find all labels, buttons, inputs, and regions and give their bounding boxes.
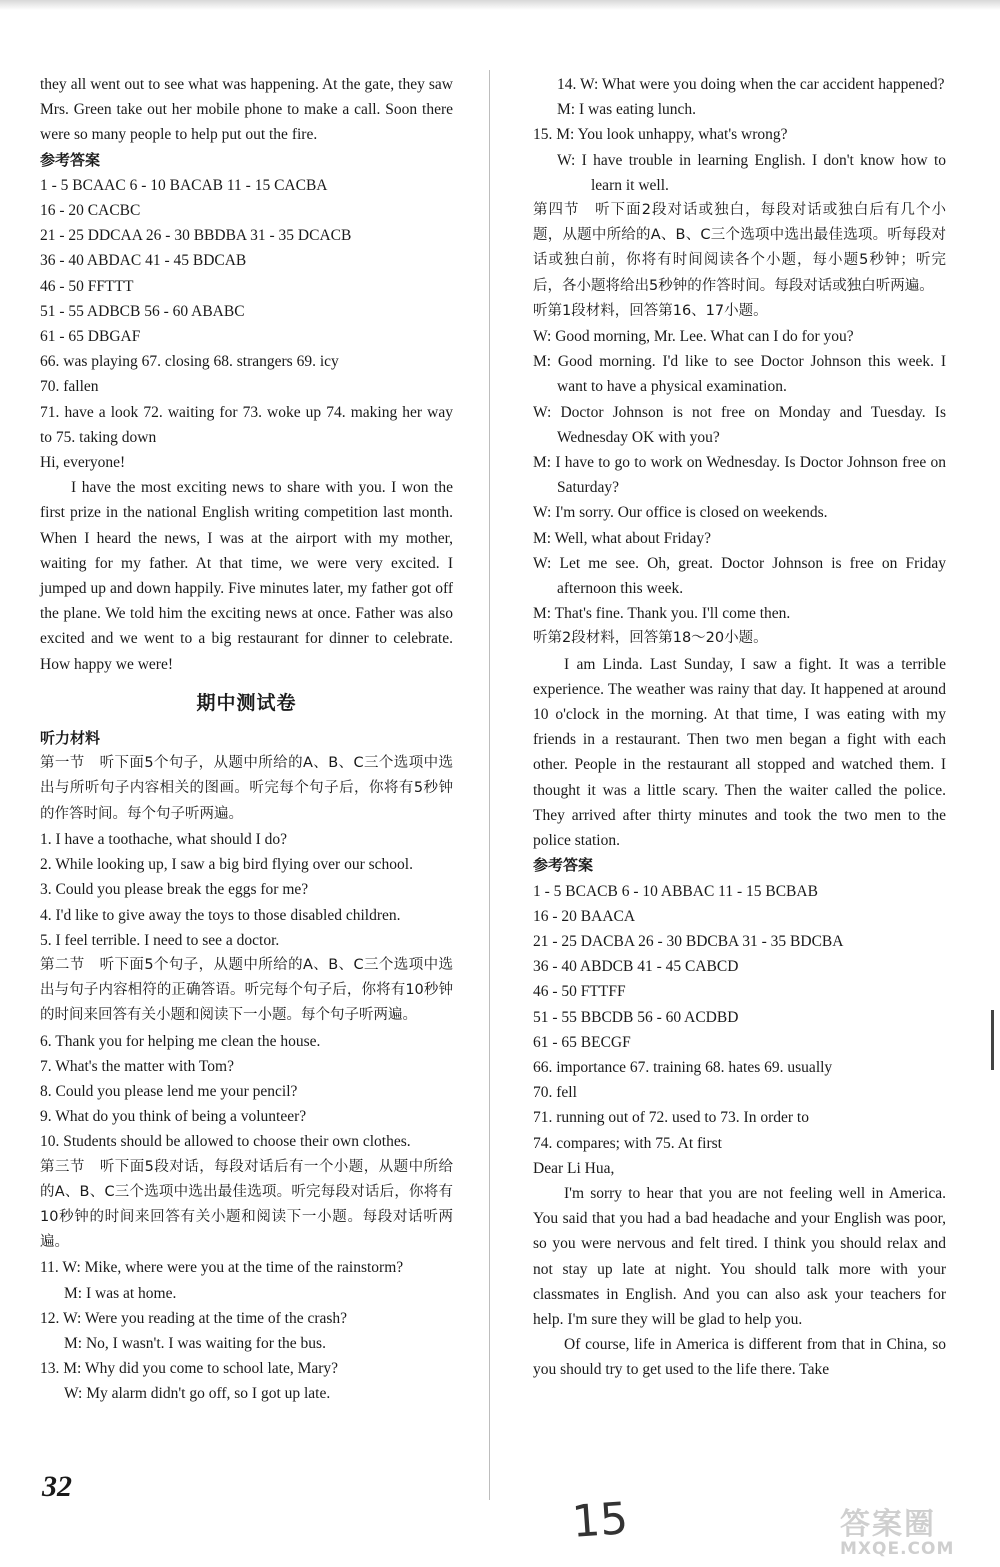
answer-line: 61 - 65 DBGAF [40, 328, 141, 346]
scan-edge-mark [991, 1010, 994, 1070]
passage1-heading: 听第1段材料，回答第16、17小题。 [533, 302, 768, 319]
dialogue-line: M: Well, what about Friday? [533, 529, 711, 547]
right-column [533, 72, 946, 1383]
dialogue-line: 12. W: Were you reading at the time of the crash? [40, 1309, 348, 1327]
column-divider [489, 70, 490, 1500]
page-number: 32 [42, 1470, 72, 1503]
dialogue-line: 13. M: Why did you come to school late, Mary? [40, 1360, 339, 1378]
part3-instructions: 第三节 听下面5段对话，每段对话后有一个小题，从题中所给的A、B、C三个选项中选出最佳选项。听完每段对话后，你将有10秒钟的时间来回答有关小题和阅读下一小题。每段对话听两遍。 [40, 1158, 453, 1251]
dialogue-line: M: I was at home. [64, 1284, 177, 1302]
right-answer-list [533, 879, 946, 1156]
listening-item: 9. What do you think of being a volunteer? [40, 1108, 307, 1126]
passage2-heading: 听第2段材料，回答第18～20小题。 [533, 630, 768, 647]
scan-top-edge [0, 0, 1000, 10]
listening-item: 3. Could you please break the eggs for me? [40, 881, 309, 899]
dialogue-line: W: Good morning, Mr. Lee. What can I do for you? [533, 328, 854, 346]
answer-line: 1 - 5 BCAAC 6 - 10 BACAB 11 - 15 CACBA [40, 176, 328, 194]
watermark-logo [840, 1499, 990, 1561]
dialogue-line: M: That's fine. Thank you. I'll come then. [533, 605, 791, 623]
right-answers-heading: 参考答案 [533, 856, 594, 875]
answer-line: 71. running out of 72. used to 73. In order to [533, 1109, 809, 1127]
dialogue-line: 15. M: You look unhappy, what's wrong? [533, 126, 788, 144]
answer-line: 51 - 55 ADBCB 56 - 60 ABABC [40, 302, 245, 320]
part4-instructions: 第四节 听下面2段对话或独白，每段对话或独白后有几个小题，从题中所给的A、B、C三个选项中选出最佳选项。听每段对话或独白前，你将有时间阅读各个小题，每小题5秒钟；听完后，各小题将给出5秒钟的作答时间。每段对话或独白听两遍。 [533, 202, 946, 294]
dialogue-line: W: Let me see. Oh, great. Doctor Johnson is free on Friday afternoon this week. [533, 554, 946, 598]
answer-line: 21 - 25 DACBA 26 - 30 BDCBA 31 - 35 BDCBA [533, 932, 844, 950]
answer-line: 46 - 50 FTTFF [533, 983, 626, 1001]
handwritten-mark: 15 [570, 1493, 630, 1548]
answer-line: 46 - 50 FFTTT [40, 277, 134, 295]
dialogue-line: M: I was eating lunch. [557, 101, 697, 119]
left-column [40, 72, 453, 1407]
answer-line: 1 - 5 BCACB 6 - 10 ABBAC 11 - 15 BCBAB [533, 882, 818, 900]
part1-instructions: 第一节 听下面5个句子，从题中所给的A、B、C三个选项中选出与所听句子内容相关的图画。听完每个句子后，你将有5秒钟的作答时间。每个句子听两遍。 [40, 755, 453, 822]
answer-line: 21 - 25 DDCAA 26 - 30 BBDBA 31 - 35 DCACB [40, 227, 352, 245]
answer-line: 66. was playing 67. closing 68. strangers 69. icy [40, 353, 339, 371]
left-answer-list [40, 173, 453, 450]
section-title: 期中测试卷 [196, 691, 297, 714]
answer-line: 70. fallen [40, 378, 99, 396]
listening-item: 6. Thank you for helping me clean the house. [40, 1032, 321, 1050]
dialogue-line: M: Good morning. I'd like to see Doctor Johnson this week. I want to have a physical examination. [533, 353, 946, 396]
listening-heading: 听力材料 [40, 729, 101, 748]
listening-item: 5. I feel terrible. I need to see a doctor. [40, 931, 280, 949]
answer-line: 36 - 40 ABDCB 41 - 45 CABCD [533, 958, 739, 976]
dialogue-line: W: I have trouble in learning English. I don't know how to learn it well. [557, 151, 946, 194]
letter-greeting: Dear Li Hua, [533, 1159, 615, 1177]
dialogue-line: W: I'm sorry. Our office is closed on weekends. [533, 504, 828, 522]
letter-body: I have the most exciting news to share with you. I won the first prize in the national English writing competition last month. When I heard the news, I was at the airport with my mother, waiting for my father. At that time, we were very excited. I jumped up and down happily. Five minutes later, my father got off the plane. We told him the exciting news at once. Father was also excited and we went to a big restaurant for dinner to celebrate. How happy we were! [40, 479, 453, 673]
listening-item: 7. What's the matter with Tom? [40, 1057, 234, 1075]
part2-instructions: 第二节 听下面5个句子，从题中所给的A、B、C三个选项中选出与句子内容相符的正确答语。听完每个句子后，你将有10秒钟的时间来回答有关小题和阅读下一小题。每个句子听两遍。 [40, 956, 453, 1024]
dialogue-line: W: Doctor Johnson is not free on Monday and Tuesday. Is Wednesday OK with you? [533, 403, 946, 446]
answer-line: 16 - 20 BAACA [533, 907, 636, 925]
answer-line: 71. have a look 72. waiting for 73. woke up 74. making her way to 75. taking down [40, 403, 453, 446]
letter-greeting: Hi, everyone! [40, 454, 126, 472]
dialogue-line: W: My alarm didn't go off, so I got up late. [64, 1385, 331, 1403]
left-intro-paragraph: they all went out to see what was happening. At the gate, they saw Mrs. Green take out her mobile phone to make a call. Soon there were so many people to help put out the fire. [40, 76, 453, 144]
dialogue-line: M: No, I wasn't. I was waiting for the bus. [64, 1334, 326, 1352]
listening-item: 2. While looking up, I saw a big bird flying over our school. [40, 856, 413, 874]
answer-line: 36 - 40 ABDAC 41 - 45 BDCAB [40, 252, 247, 270]
listening-item: 4. I'd like to give away the toys to those disabled children. [40, 906, 401, 924]
letter-paragraph: I'm sorry to hear that you are not feeling well in America. You said that you had a bad headache and your English was poor, so you were nervous and felt tired. I think you should relax and not stay up late at night. You should talk more with your classmates in English. And you can also ask your teachers for help. I'm sure they will be glad to help you. [533, 1184, 946, 1328]
listening-item: 10. Students should be allowed to choose their own clothes. [40, 1133, 411, 1151]
listening-item: 8. Could you please lend me your pencil? [40, 1082, 298, 1100]
letter-paragraph: Of course, life in America is different from that in China, so you should try to get used to the life there. Take [533, 1336, 946, 1379]
left-answers-heading: 参考答案 [40, 150, 101, 169]
answer-line: 66. importance 67. training 68. hates 69. usually [533, 1058, 833, 1076]
monologue: I am Linda. Last Sunday, I saw a fight. It was a terrible experience. The weather was rainy that day. It happened at around 10 o'clock in the morning. At that time, I was eating with my friends in a restaurant. Then two men began a fight with each other. People in the restaurant all stopped and watched them. I thought it was a little scary. Then the waiter called the police. They arrived after thirty minutes and took the two men to the police station. [533, 655, 946, 850]
answer-line: 61 - 65 BECGF [533, 1033, 631, 1051]
dialogue-line: 14. W: What were you doing when the car accident happened? [557, 76, 945, 93]
watermark-bottom: MXQE.COM [840, 1539, 955, 1559]
listening-item: 1. I have a toothache, what should I do? [40, 830, 288, 848]
dialogue-line: 11. W: Mike, where were you at the time of the rainstorm? [40, 1259, 404, 1277]
answer-line: 74. compares; with 75. At first [533, 1134, 722, 1152]
answer-line: 51 - 55 BBCDB 56 - 60 ACDBD [533, 1008, 739, 1026]
dialogue-line: M: I have to go to work on Wednesday. Is Doctor Johnson free on Saturday? [533, 454, 946, 497]
answer-line: 70. fell [533, 1084, 577, 1102]
watermark-top: 答案圈 [840, 1507, 936, 1542]
answer-line: 16 - 20 CACBC [40, 202, 141, 220]
